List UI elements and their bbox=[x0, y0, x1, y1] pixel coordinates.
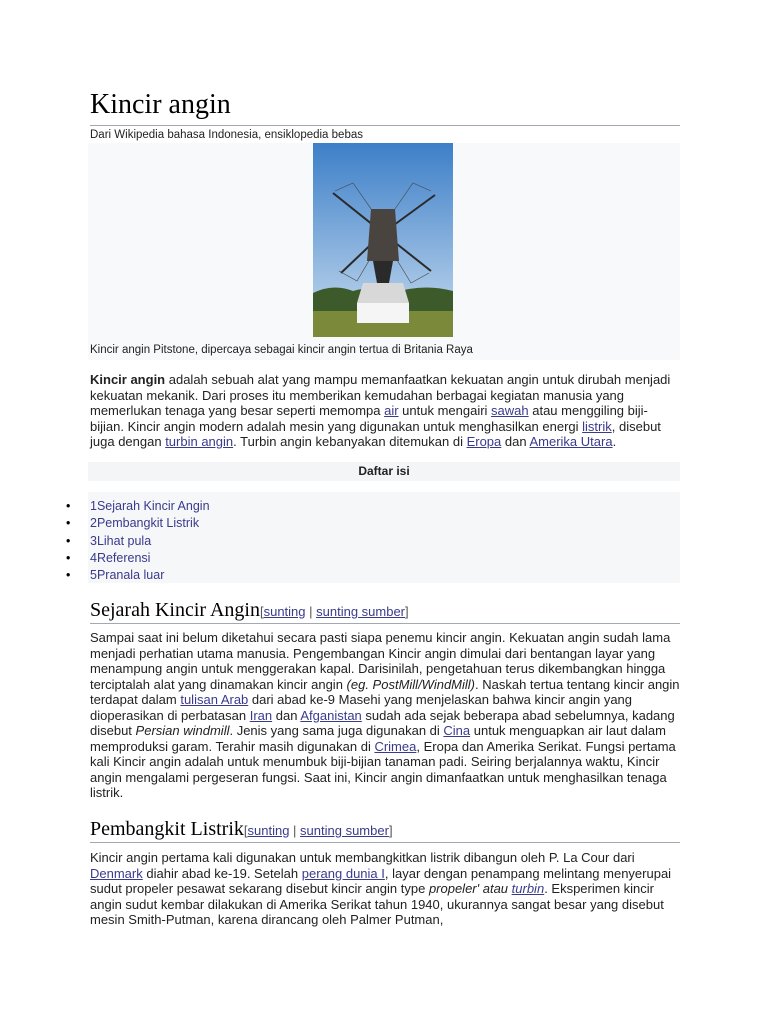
page-subtitle: Dari Wikipedia bahasa Indonesia, ensiklopedia bebas bbox=[90, 129, 363, 141]
edit-source-link[interactable]: sunting sumber bbox=[316, 604, 406, 619]
edit-link[interactable]: sunting bbox=[247, 823, 290, 838]
text: . Turbin angin kebanyakan ditemukan di bbox=[233, 434, 467, 449]
text: diahir abad ke-19. Setelah bbox=[142, 865, 302, 881]
toc-item[interactable]: • 5Pranala luar bbox=[90, 567, 680, 584]
italic-text: propeler' atau bbox=[428, 881, 512, 896]
inline-link[interactable]: Afganistan bbox=[300, 707, 362, 723]
bracket: [ bbox=[243, 823, 248, 838]
text: , Eropa dan Amerika Serikat. Fungsi pertama kali Kincir angin adalah untuk menumbuk biji-bijian tanaman padi. Seiring berjalannya waktu, Kincir angin mengalami pergeseran fungsi. Saat ini, Kincir angin dimanfaatkan untuk menghasilkan tenaga listrik. bbox=[90, 738, 676, 800]
inline-link[interactable]: sawah bbox=[491, 403, 529, 418]
inline-link[interactable]: Iran bbox=[249, 707, 273, 723]
bold-text: Kincir angin bbox=[90, 372, 166, 387]
italic-text: (eg. PostMill/WindMill) bbox=[346, 676, 476, 692]
text: atau menggiling biji-bijian. Kincir angin modern adalah mesin yang digunakan untuk menghasilkan energi bbox=[90, 403, 648, 434]
windmill-image[interactable] bbox=[313, 143, 453, 337]
toc-item[interactable]: • 2Pembangkit Listrik bbox=[90, 515, 680, 532]
bracket: [ bbox=[259, 604, 264, 619]
toc-item[interactable]: • 3Lihat pula bbox=[90, 533, 680, 550]
inline-link[interactable]: tulisan Arab bbox=[180, 692, 249, 707]
text: dari abad ke-9 Masehi yang menjelaskan bahwa kincir angin yang dioperasikan di perbatasan bbox=[90, 692, 633, 723]
text: . bbox=[612, 434, 617, 449]
intro-paragraph bbox=[90, 372, 680, 450]
text: untuk mengairi bbox=[398, 403, 492, 418]
inline-link[interactable]: Eropa bbox=[466, 434, 502, 449]
text: . Jenis yang sama juga digunakan di bbox=[229, 723, 444, 738]
section-heading bbox=[90, 817, 680, 843]
section-title: Pembangkit Listrik bbox=[90, 818, 244, 840]
inline-link[interactable]: Cina bbox=[443, 723, 471, 738]
table-of-contents bbox=[88, 492, 680, 583]
section-title: Sejarah Kincir Angin bbox=[90, 599, 260, 621]
inline-link[interactable]: turbin angin bbox=[165, 434, 234, 449]
text: , layar dengan penampang melintang menyerupai sudut propeler pesawat sekarang disebut kincir angin type bbox=[90, 865, 672, 896]
section-heading bbox=[90, 598, 680, 624]
edit-link[interactable]: sunting bbox=[263, 604, 306, 619]
edit-source-link[interactable]: sunting sumber bbox=[300, 823, 389, 838]
inline-link[interactable]: Crimea bbox=[374, 738, 417, 754]
text: dan bbox=[501, 434, 530, 449]
inline-link[interactable]: perang dunia I bbox=[301, 865, 385, 881]
text: Kincir angin pertama kali digunakan untuk membangkitkan listrik dibangun oleh P. La Cour dari bbox=[90, 850, 635, 865]
toc-item[interactable]: • 4Referensi bbox=[90, 550, 680, 567]
text: Sampai saat ini belum diketahui secara pasti siapa penemu kincir angin. Kekuatan angin sudah lama menjadi perhatian utama manusia. Pengembangan Kincir angin dimulai dari bentangan layar yang menampung angin untuk menggerakan kapal. Darisinilah, pengetahuan terus dikembangkan hingga terciptalah alat yang dinamakan kincir angin bbox=[90, 630, 671, 692]
bracket: ] bbox=[388, 823, 393, 838]
inline-link[interactable]: Amerika Utara bbox=[529, 434, 613, 449]
inline-link[interactable]: turbin bbox=[511, 881, 545, 896]
inline-link[interactable]: listrik bbox=[582, 418, 612, 434]
figure bbox=[88, 143, 680, 360]
inline-link[interactable]: Denmark bbox=[90, 865, 143, 881]
italic-text: Persian windmill bbox=[135, 723, 230, 738]
text: adalah sebuah alat yang mampu memanfaatkan kekuatan angin untuk dirubah menjadi kekuatan mekanik. Dari proses itu memberikan kemudahan berbagai kegiatan manusia yang memerlukan tenaga yang besar seperti memompa bbox=[90, 372, 671, 418]
bracket: ] bbox=[405, 604, 409, 619]
page-title: Kincir angin bbox=[90, 88, 680, 126]
toc-item[interactable]: • 1Sejarah Kincir Angin bbox=[90, 498, 680, 515]
text: . Naskah tertua tentang kincir angin terdapat dalam bbox=[90, 676, 680, 707]
text: dan bbox=[272, 707, 301, 723]
section-paragraph bbox=[90, 630, 680, 801]
inline-link[interactable]: air bbox=[384, 403, 399, 418]
separator: | bbox=[305, 604, 317, 619]
text: , disebut juga dengan bbox=[90, 418, 661, 449]
figure-caption: Kincir angin Pitstone, dipercaya sebagai kincir angin tertua di Britania Raya bbox=[90, 344, 473, 356]
text: untuk menguapkan air laut dalam memproduksi garam. Terahir masih digunakan di bbox=[90, 723, 666, 754]
section-paragraph bbox=[90, 850, 680, 928]
text: sudah ada sejak beberapa abad sebelumnya, kadang disebut bbox=[90, 707, 675, 738]
text: . Eksperimen kincir angin sudut kembar dilakukan di Amerika Serikat tahun 1940, ukurannya sangat besar yang disebut mesin Smith-Putman, karena dirancang oleh Palmer Putman, bbox=[90, 881, 664, 927]
toc-title: Daftar isi bbox=[88, 462, 680, 481]
separator: | bbox=[289, 823, 301, 838]
